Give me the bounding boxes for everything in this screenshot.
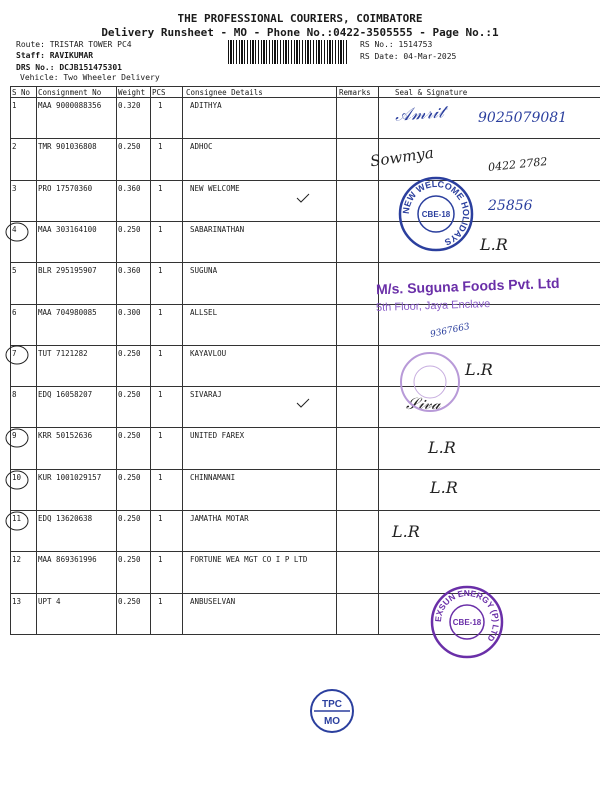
vehicle-line	[20, 73, 160, 82]
pcs-value: 1	[158, 390, 163, 400]
drs-label: DRS No.:	[16, 63, 55, 72]
consignment-number: TMR 901036808	[38, 142, 97, 152]
weight-value: 0.300	[118, 307, 141, 317]
staff-value: RAVIKUMAR	[49, 51, 94, 60]
serial-number: 6	[12, 307, 17, 317]
consignment-number: KUR 1001029157	[38, 472, 102, 482]
consignee-name: CHINNAMANI	[190, 472, 236, 482]
consignment-number: MAA 704980085	[38, 307, 97, 317]
consignee-name: SABARINATHAN	[190, 224, 245, 234]
vehicle-value: Two Wheeler Delivery	[63, 73, 160, 82]
consignee-name: JAMATHA MOTAR	[190, 514, 249, 523]
tpc-stamp-bottom: MO	[323, 716, 341, 727]
exsun-inner-text: CBE-18	[452, 618, 482, 627]
new-welcome-outer-text: NEW WELCOME HOLIDAYS	[400, 178, 472, 248]
column-header: Consignment No	[38, 88, 102, 97]
row6-phone: 9367663	[429, 321, 471, 341]
column-divider	[150, 86, 151, 634]
weight-value: 0.250	[118, 142, 141, 152]
row-divider	[10, 180, 600, 181]
route-label: Route:	[16, 40, 45, 49]
row4-initials: L.R	[480, 235, 508, 254]
pcs-value: 1	[158, 183, 163, 193]
row9-circle-icon	[4, 428, 30, 448]
pcs-value: 1	[158, 514, 163, 523]
row-divider	[10, 345, 600, 346]
pcs-value: 1	[158, 596, 163, 606]
drs-barcode	[228, 40, 348, 64]
weight-value: 0.320	[118, 101, 141, 110]
weight-value: 0.360	[118, 266, 141, 276]
consignee-name: SUGUNA	[190, 266, 218, 276]
row3-check-icon	[296, 193, 310, 203]
serial-number: 8	[12, 390, 17, 400]
pcs-value: 1	[158, 555, 163, 565]
pcs-value: 1	[158, 266, 163, 276]
row1-signature: 𝒜𝓂𝓇𝒾𝓉	[394, 102, 445, 126]
consignment-number: MAA 303164100	[38, 224, 97, 234]
pcs-value: 1	[158, 101, 163, 110]
row9-initials: L.R	[428, 438, 456, 457]
drs-line	[16, 63, 122, 72]
serial-number: 1	[12, 101, 17, 110]
row-divider	[10, 262, 600, 263]
serial-number: 11	[12, 514, 22, 523]
pcs-value: 1	[158, 142, 163, 152]
runsheet-title: Delivery Runsheet - MO - Phone No.:0422-3505555 - Page No.:1	[101, 26, 499, 39]
new-welcome-inner-text: CBE-18	[421, 210, 451, 219]
pcs-value: 1	[158, 348, 163, 358]
row-divider	[10, 469, 600, 470]
column-divider	[182, 86, 183, 634]
row4-circle-icon	[4, 222, 30, 242]
weight-value: 0.250	[118, 431, 141, 441]
consignee-name: SIVARAJ	[190, 390, 222, 400]
consignee-name: NEW WELCOME	[190, 183, 240, 193]
serial-number: 2	[12, 142, 17, 152]
table-header-rule	[10, 97, 600, 98]
weight-value: 0.360	[118, 183, 141, 193]
consignee-name: ADITHYA	[190, 101, 222, 110]
serial-number: 9	[12, 431, 17, 441]
column-divider	[116, 86, 117, 634]
row10-initials: L.R	[430, 478, 458, 497]
row1-phone: 9025079081	[478, 110, 568, 126]
rs-no-value: 1514753	[398, 40, 433, 49]
faded-round-stamp	[398, 350, 462, 414]
tpc-mo-stamp	[308, 688, 356, 734]
row-divider	[10, 386, 600, 387]
consignee-name: KAYAVLOU	[190, 348, 227, 358]
consignment-number: MAA 9000088356	[38, 101, 102, 110]
rs-date-line	[360, 52, 456, 61]
exsun-energy-stamp	[430, 585, 504, 659]
row-divider	[10, 221, 600, 222]
consignment-number: KRR 50152636	[38, 431, 93, 441]
pcs-value: 1	[158, 224, 163, 234]
weight-value: 0.250	[118, 224, 141, 234]
consignment-number: UPT 4	[38, 596, 61, 606]
rs-date-value: 04-Mar-2025	[403, 52, 457, 61]
tpc-stamp-top: TPC	[322, 699, 342, 710]
serial-number: 3	[12, 183, 17, 193]
suguna-address-stamp: 5th Floor, Jaya Enclave	[375, 298, 491, 314]
serial-number: 7	[12, 348, 17, 358]
route-value: TRISTAR TOWER PC4	[49, 40, 132, 49]
consignee-name: ANBUSELVAN	[190, 596, 236, 606]
staff-line	[16, 51, 93, 60]
row-divider	[10, 427, 600, 428]
rs-no-line	[360, 40, 432, 49]
serial-number: 10	[12, 472, 22, 482]
vehicle-label: Vehicle:	[20, 73, 59, 82]
rs-no-label: RS No.:	[360, 40, 394, 49]
row11-circle-icon	[4, 511, 30, 531]
column-divider	[336, 86, 337, 634]
consignee-name: UNITED FAREX	[190, 431, 245, 441]
weight-value: 0.250	[118, 555, 141, 565]
serial-number: 12	[12, 555, 22, 565]
column-header: Remarks	[339, 88, 371, 97]
new-welcome-stamp	[398, 176, 474, 252]
serial-number: 4	[12, 224, 17, 234]
route-line	[16, 40, 132, 49]
weight-value: 0.250	[118, 596, 141, 606]
consignment-number: EDQ 16058207	[38, 390, 93, 400]
drs-value: DCJB151475301	[59, 63, 122, 72]
rs-date-label: RS Date:	[360, 52, 399, 61]
consignment-number: TUT 7121282	[38, 348, 88, 358]
row11-initials: L.R	[392, 522, 420, 541]
column-header: Weight	[118, 88, 146, 97]
column-header: Consignee Details	[186, 88, 263, 97]
row-divider	[10, 593, 600, 594]
consignment-number: MAA 869361996	[38, 555, 97, 565]
staff-label: Staff:	[16, 51, 45, 60]
column-divider	[36, 86, 37, 634]
row8-check-icon	[296, 398, 310, 408]
exsun-outer-text: EXSUN ENERGY (P) LTD	[432, 587, 502, 644]
weight-value: 0.250	[118, 390, 141, 400]
consignment-number: BLR 295195907	[38, 266, 97, 276]
row3-handwriting: 25856	[488, 198, 533, 214]
weight-value: 0.250	[118, 348, 141, 358]
column-header: Seal & Signature	[395, 88, 468, 97]
pcs-value: 1	[158, 307, 163, 317]
row2-handwriting: Sowmya	[369, 143, 435, 171]
consignee-name: ADHOC	[190, 142, 213, 152]
table-top-rule	[10, 86, 600, 87]
row8-signature: 𝒮𝒾𝓋𝒶	[406, 394, 441, 413]
row-divider	[10, 510, 600, 511]
serial-number: 13	[12, 596, 22, 606]
consignment-number: EDQ 13620638	[38, 514, 93, 523]
row-divider	[10, 634, 600, 635]
row7-circle-icon	[4, 345, 30, 365]
row-divider	[10, 138, 600, 139]
weight-value: 0.250	[118, 514, 141, 523]
consignment-number: PRO 17570360	[38, 183, 93, 193]
row2-phone: 0422 2782	[487, 154, 549, 175]
serial-number: 5	[12, 266, 17, 276]
column-header: PCS	[152, 88, 166, 97]
weight-value: 0.250	[118, 472, 141, 482]
row7-initials: L.R	[465, 360, 493, 379]
row-divider	[10, 551, 600, 552]
consignee-name: ALLSEL	[190, 307, 218, 317]
column-header: S No	[12, 88, 31, 97]
company-title: THE PROFESSIONAL COURIERS, COIMBATORE	[177, 12, 423, 25]
consignee-name: FORTUNE WEA MGT CO I P LTD	[190, 555, 308, 565]
pcs-value: 1	[158, 431, 163, 441]
pcs-value: 1	[158, 472, 163, 482]
suguna-company-stamp: M/s. Suguna Foods Pvt. Ltd	[375, 274, 560, 298]
row10-circle-icon	[4, 470, 30, 490]
row-divider	[10, 304, 600, 305]
